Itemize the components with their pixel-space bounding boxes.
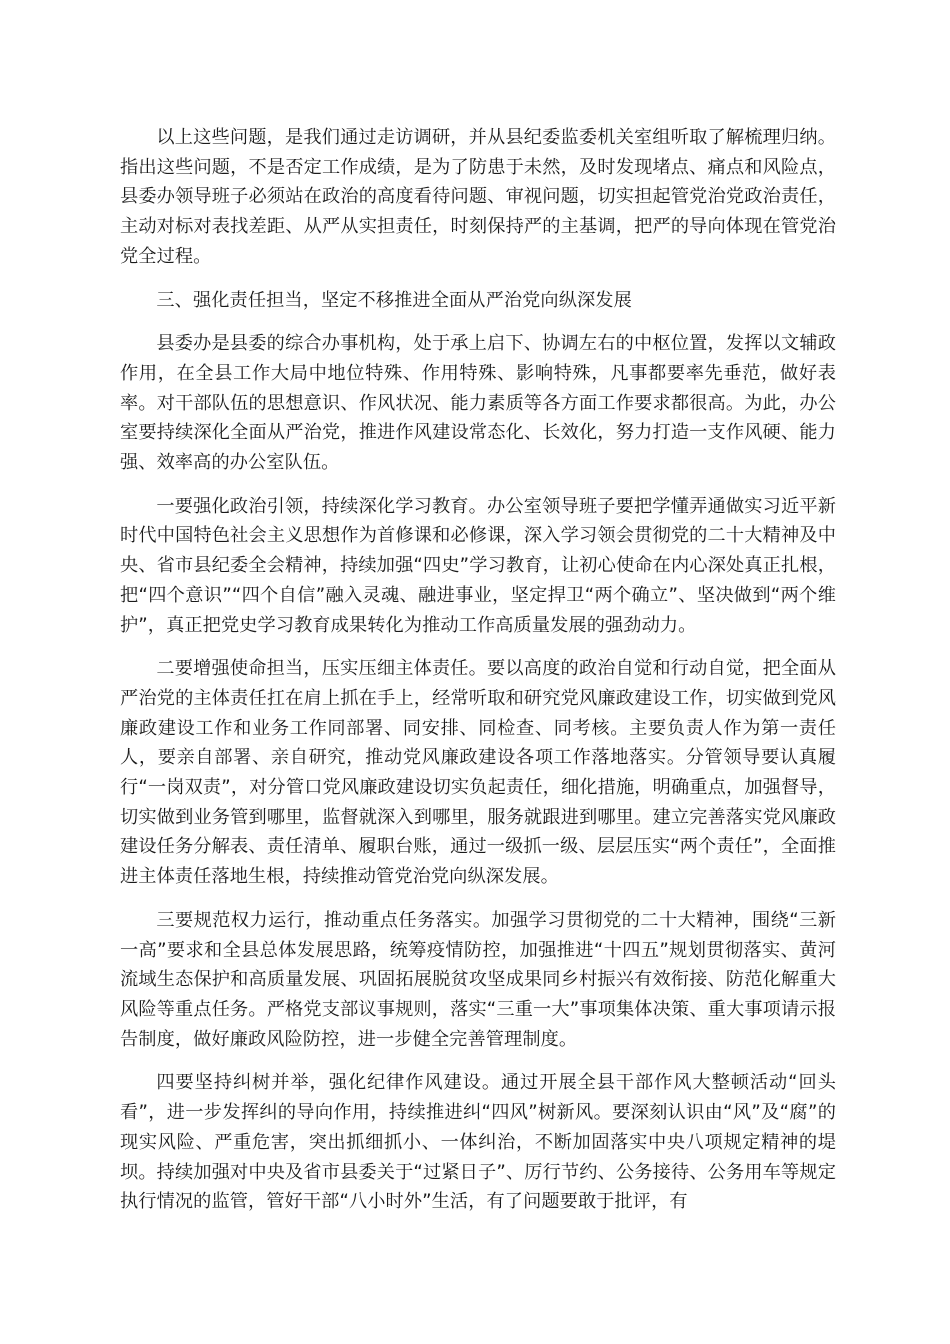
paragraph-point-two: 二要增强使命担当，压实压细主体责任。要以高度的政治自觉和行动自觉，把全面从严治党的主体责任扛在肩上抓在手上，经常听取和研究党风廉政建设工作，切实做到党风廉政建设工作和业务工作同部署、同安排、同检查、同考核。主要负责人作为第一责任人，要亲自部署、亲自研究，推动党风廉政建设各项工作落地落实。分管领导要认真履行“一岗双责”，对分管口党风廉政建设切实负起责任，细化措施，明确重点，加强督导，切实做到业务管到哪里，监督就深入到哪里，服务就跟进到哪里。建立完善落实党风廉政建设任务分解表、责任清单、履职台账，通过一级抓一级、层层压实“两个责任”，全面推进主体责任落地生根，持续推动管党治党向纵深发展。 <box>120 658 836 888</box>
paragraph-point-four: 四要坚持纠树并举，强化纪律作风建设。通过开展全县干部作风大整顿活动“回头看”，进一步发挥纠的导向作用，持续推进纠“四风”树新风。要深刻认识由“风”及“腐”的现实风险、严重危害，突出抓细抓小、一体纠治，不断加固落实中央八项规定精神的堤坝。持续加强对中央及省市县委关于“过紧日子”、厉行节约、公务接待、公务用车等规定执行情况的监管，管好干部“八小时外”生活，有了问题要敢于批评，有 <box>120 1072 836 1213</box>
paragraph-point-one: 一要强化政治引领，持续深化学习教育。办公室领导班子要把学懂弄通做实习近平新时代中国特色社会主义思想作为首修课和必修课，深入学习领会贯彻党的二十大精神及中央、省市县纪委全会精神，持续加强“四史”学习教育，让初心使命在内心深处真正扎根，把“四个意识”“四个自信”融入灵魂、融进事业，坚定捍卫“两个确立”、坚决做到“两个维护”，真正把党史学习教育成果转化为推动工作高质量发展的强劲动力。 <box>120 495 836 636</box>
document-page <box>120 123 836 1231</box>
paragraph-problem-summary: 以上这些问题，是我们通过走访调研，并从县纪委监委机关室组听取了解梳理归纳。指出这些问题，不是否定工作成绩，是为了防患于未然，及时发现堵点、痛点和风险点，县委办领导班子必须站在政治的高度看待问题、审视问题，切实担起管党治党政治责任，主动对标对表找差距、从严从实担责任，时刻保持严的主基调，把严的导向体现在管党治党全过程。 <box>120 127 836 267</box>
paragraph-point-three: 三要规范权力运行，推动重点任务落实。加强学习贯彻党的二十大精神，围绕“三新一高”要求和全县总体发展思路，统筹疫情防控，加强推进“十四五”规划贯彻落实、黄河流域生态保护和高质量发展、巩固拓展脱贫攻坚成果同乡村振兴有效衔接、防范化解重大风险等重点任务。严格党支部议事规则，落实“三重一大”事项集体决策、重大事项请示报告制度，做好廉政风险防控，进一步健全完善管理制度。 <box>120 909 836 1050</box>
paragraph-office-role: 县委办是县委的综合办事机构，处于承上启下、协调左右的中枢位置，发挥以文辅政作用，在全县工作大局中地位特殊、作用特殊、影响特殊，凡事都要率先垂范，做好表率。对干部队伍的思想意识、作风状况、能力素质等各方面工作要求都很高。为此，办公室要持续深化全面从严治党，推进作风建设常态化、长效化，努力打造一支作风硬、能力强、效率高的办公室队伍。 <box>120 333 836 474</box>
section-heading-three: 三、强化责任担当，坚定不移推进全面从严治党向纵深发展 <box>156 289 632 311</box>
